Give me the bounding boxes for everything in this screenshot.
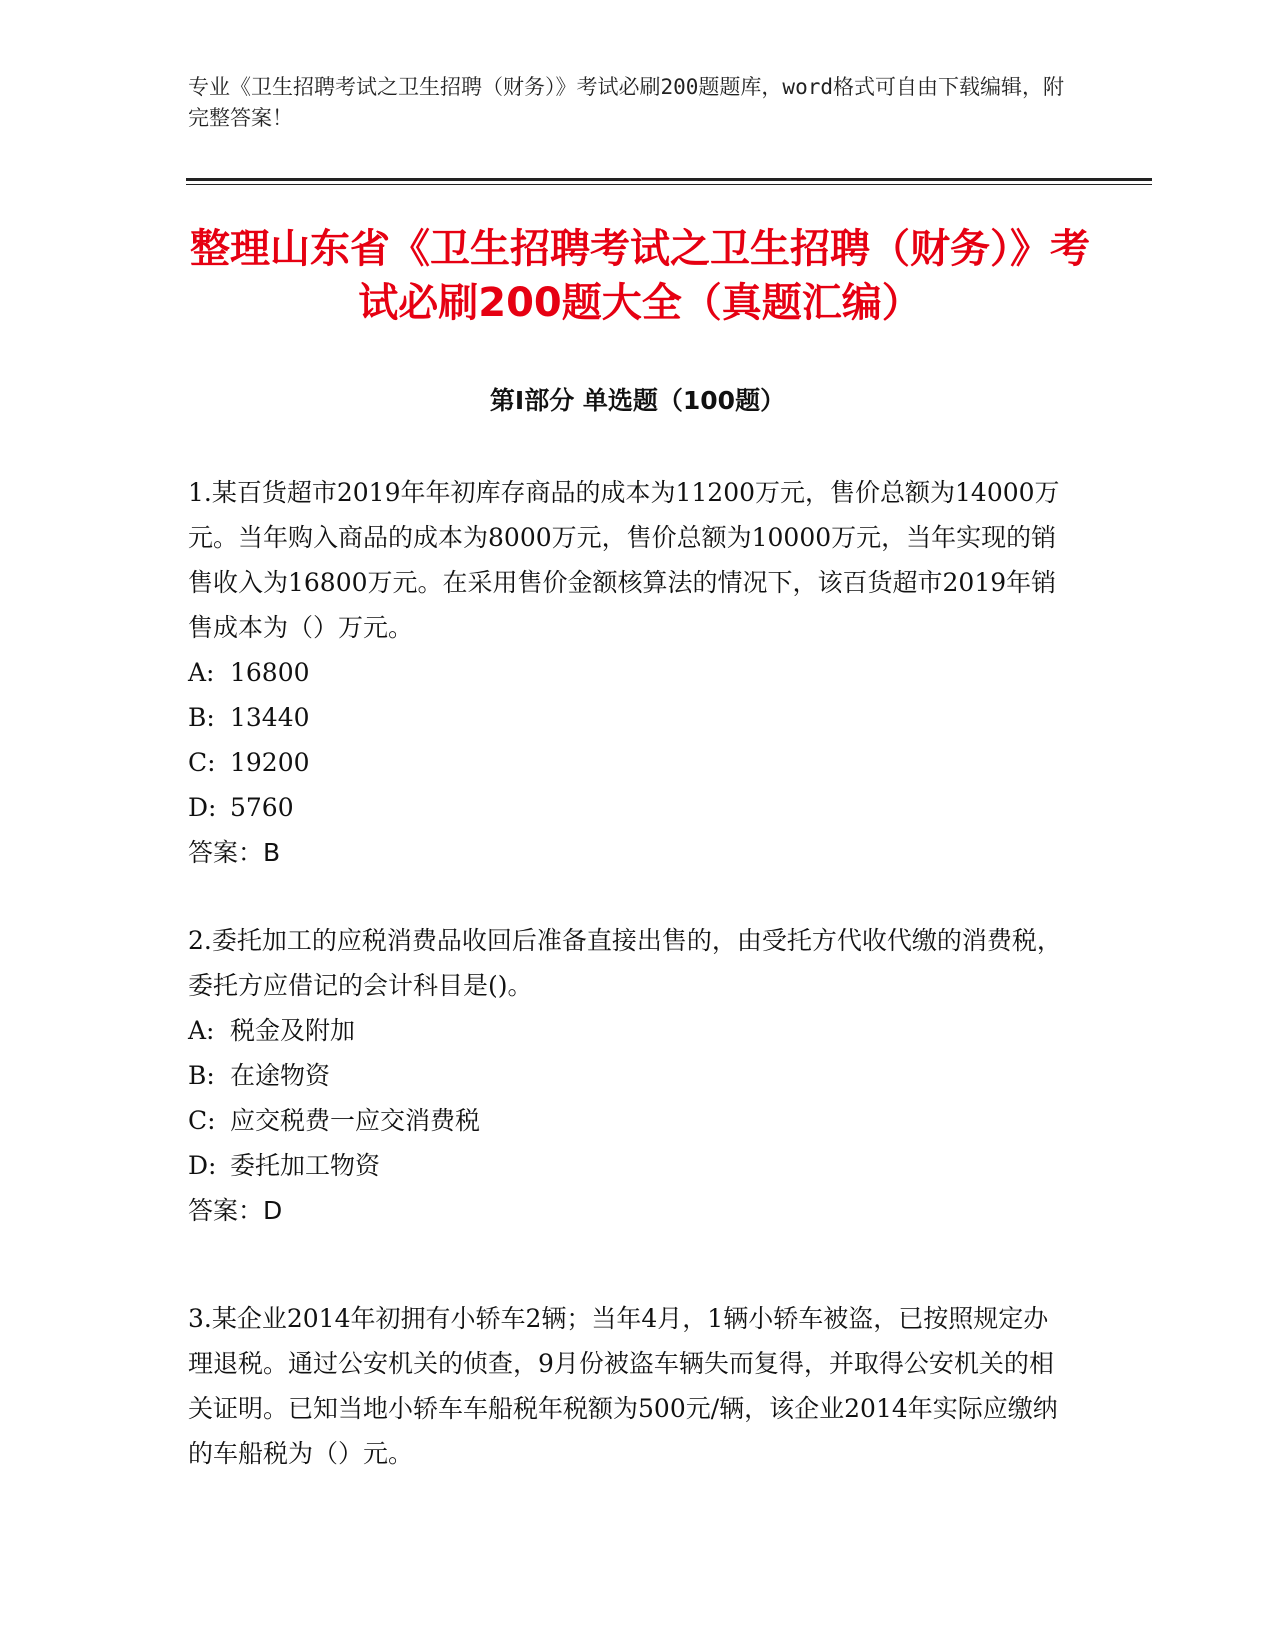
option-letter: A:: [188, 1016, 215, 1045]
option-letter: D:: [188, 793, 217, 822]
option-c: [188, 1098, 1068, 1143]
option-d: [188, 1143, 1068, 1188]
option-d: [188, 785, 1068, 830]
question-2: [188, 918, 1068, 1233]
option-c: [188, 740, 1068, 785]
option-letter: B:: [188, 703, 215, 732]
answer-line: 答案：B: [188, 838, 281, 867]
question-3: [188, 1296, 1068, 1476]
question-1: [188, 470, 1068, 875]
option-letter: D:: [188, 1151, 217, 1180]
section-heading: 第I部分 单选题（100题）: [489, 386, 786, 415]
option-text: 税金及附加: [230, 1016, 356, 1045]
option-text: 在途物资: [230, 1061, 331, 1090]
header-divider-thick: [186, 178, 1152, 181]
option-letter: C:: [188, 748, 216, 777]
header-note: 专业《卫生招聘考试之卫生招聘（财务）》考试必刷200题题库，word格式可自由下载编辑，附完整答案！: [188, 75, 1064, 130]
question-stem: 2.委托加工的应税消费品收回后准备直接出售的，由受托方代收代缴的消费税，委托方应借记的会计科目是()。: [188, 926, 1062, 1000]
option-letter: B:: [188, 1061, 215, 1090]
option-text: 19200: [230, 748, 310, 777]
answer-line: 答案：D: [188, 1196, 283, 1225]
option-letter: A:: [188, 658, 215, 687]
header-divider-thin: [186, 184, 1152, 185]
option-b: [188, 1053, 1068, 1098]
option-text: 委托加工物资: [230, 1151, 381, 1180]
option-a: [188, 650, 1068, 695]
option-a: [188, 1008, 1068, 1053]
option-text: 13440: [230, 703, 310, 732]
option-letter: C:: [188, 1106, 216, 1135]
question-stem: 1.某百货超市2019年年初库存商品的成本为11200万元，售价总额为14000万元。当年购入商品的成本为8000万元，售价总额为10000万元，当年实现的销售收入为16800万元。在采用售价金额核算法的情况下，该百货超市2019年销售成本为（）万元。: [188, 478, 1060, 642]
option-text: 应交税费一应交消费税: [230, 1106, 481, 1135]
document-title: 整理山东省《卫生招聘考试之卫生招聘（财务）》考试必刷200题大全（真题汇编）: [190, 226, 1090, 326]
option-b: [188, 695, 1068, 740]
question-stem: 3.某企业2014年初拥有小轿车2辆；当年4月，1辆小轿车被盗，已按照规定办理退税。通过公安机关的侦查，9月份被盗车辆失而复得，并取得公安机关的相关证明。已知当地小轿车车船税年税额为500元/辆，该企业2014年实际应缴纳的车船税为（）元。: [188, 1304, 1058, 1468]
option-text: 16800: [230, 658, 310, 687]
option-text: 5760: [230, 793, 294, 822]
